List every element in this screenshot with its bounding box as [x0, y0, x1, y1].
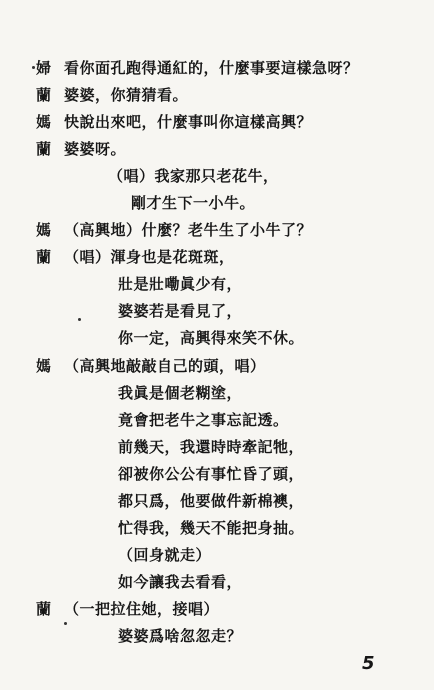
line-text: 婆婆，你猜猜看。 — [64, 86, 189, 104]
line-text: 卻被你公公有事忙昏了頭， — [118, 465, 305, 483]
page-number: 5 — [362, 653, 375, 674]
ink-speck — [64, 622, 67, 625]
ink-speck — [32, 66, 35, 69]
line-text: 快說出來吧，什麼事叫你這樣高興？ — [64, 113, 313, 131]
speaker-label: 媽 — [36, 357, 52, 375]
speaker-label: 蘭 — [36, 140, 52, 158]
line-text: 婆婆若是看見了， — [118, 302, 243, 320]
line-text: （唱）我家那只老花牛， — [108, 167, 279, 185]
line-text: 看你面孔跑得通紅的，什麼事要這樣急呀？ — [64, 59, 359, 77]
line-text: 婆婆爲啥忽忽走？ — [118, 627, 243, 645]
line-text: 前幾天，我還時時牽記牠， — [118, 438, 305, 456]
ink-speck — [78, 318, 81, 321]
speaker-label: 蘭 — [36, 86, 52, 104]
speaker-label: 媽 — [36, 221, 52, 239]
line-text: 都只爲，他要做件新棉襖， — [118, 492, 305, 510]
line-text: （一把拉住她，接唱） — [64, 600, 220, 618]
line-text: 壯是壯嘞眞少有， — [118, 275, 243, 293]
line-text: 如今讓我去看看， — [118, 573, 243, 591]
line-text: （回身就走） — [118, 546, 212, 564]
speaker-label: 蘭 — [36, 600, 52, 618]
line-text: 我眞是個老糊塗， — [118, 384, 243, 402]
line-text: 婆婆呀。 — [64, 140, 127, 158]
line-text: 你一定，高興得來笑不休。 — [118, 329, 305, 347]
line-text: 剛才生下一小牛。 — [131, 194, 256, 212]
line-text: （高興地）什麼？老牛生了小牛了？ — [64, 221, 313, 239]
speaker-label: 媽 — [36, 113, 52, 131]
line-text: （唱）渾身也是花斑斑， — [64, 248, 235, 266]
speaker-label: 婦 — [36, 59, 52, 77]
speaker-label: 蘭 — [36, 248, 52, 266]
line-text: （高興地敲敲自己的頭，唱） — [64, 357, 266, 375]
line-text: 忙得我，幾天不能把身抽。 — [118, 519, 305, 537]
line-text: 竟會把老牛之事忘記透。 — [118, 411, 289, 429]
